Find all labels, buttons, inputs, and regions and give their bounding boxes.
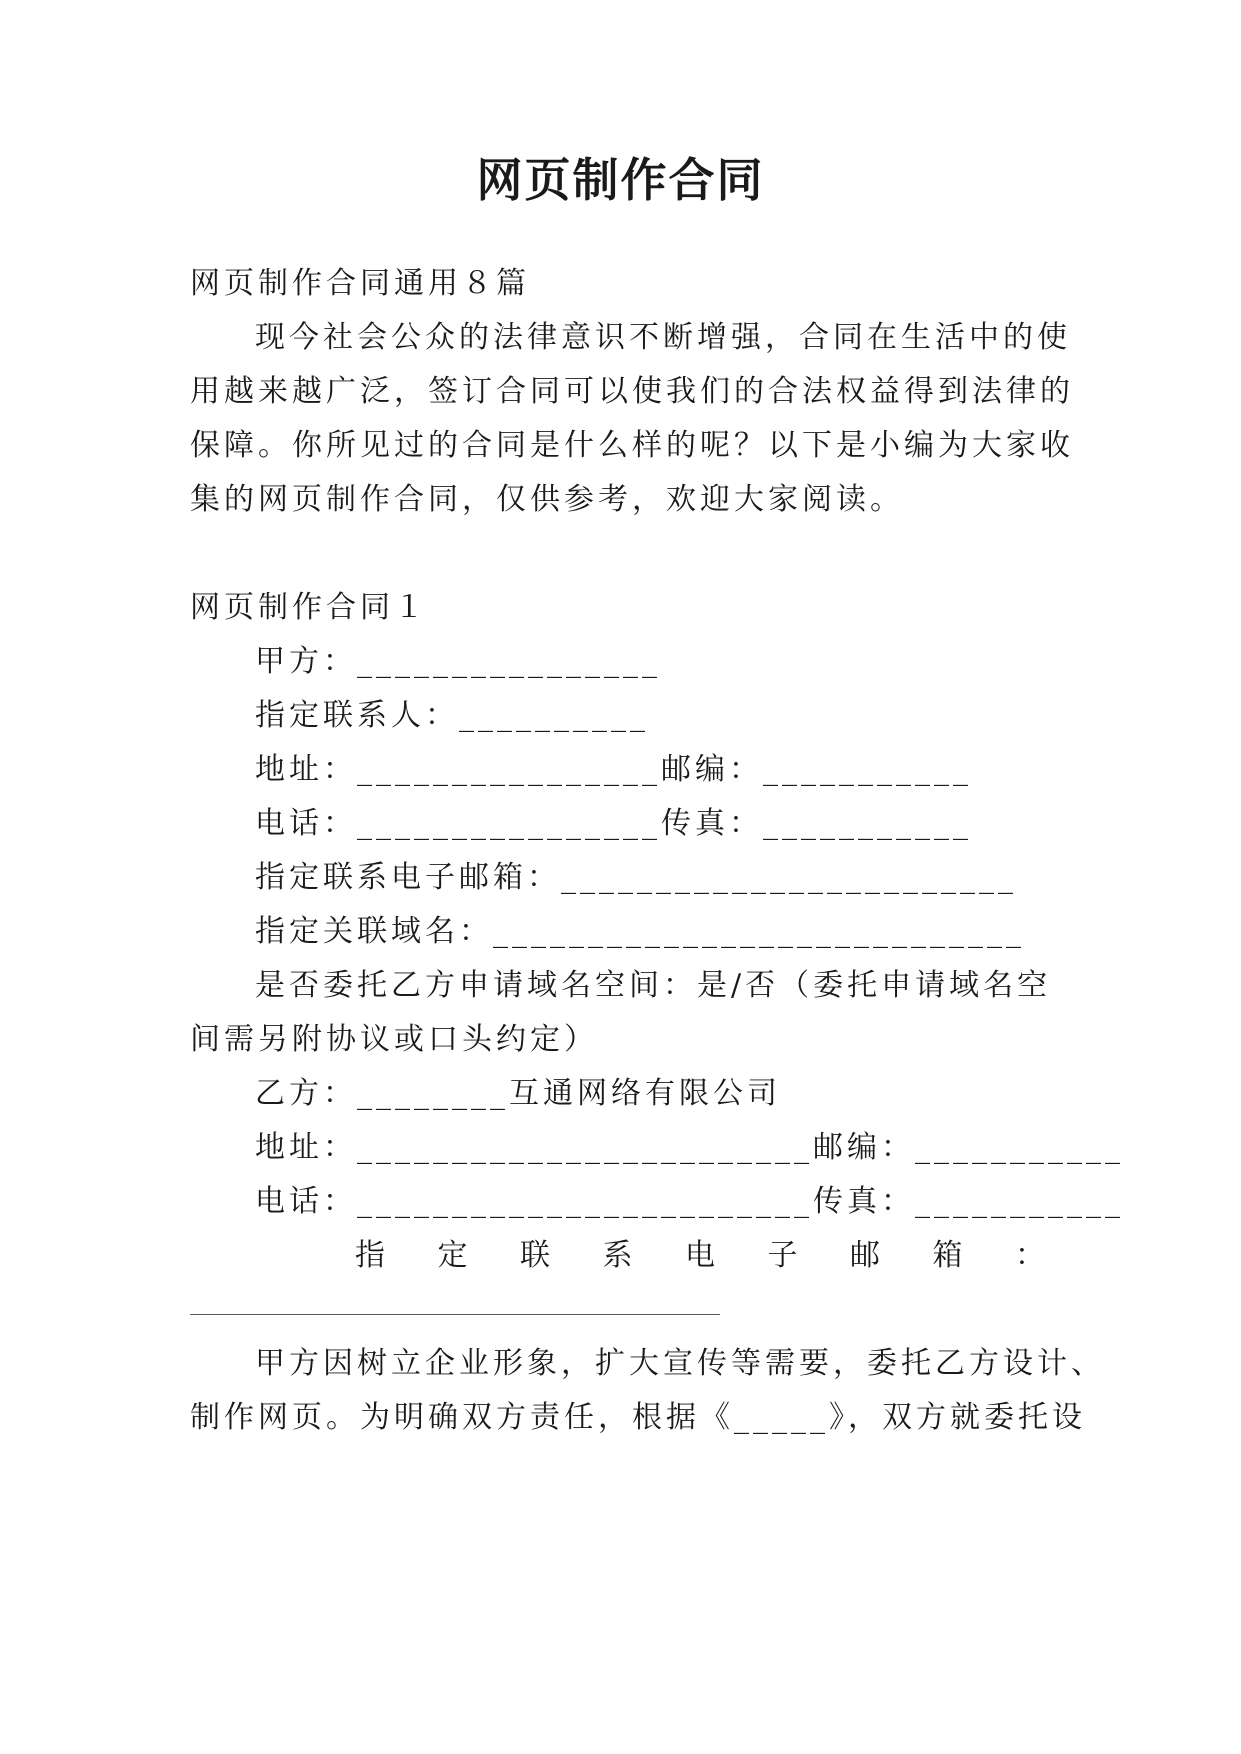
party-a-phone: 电话：________________传真：___________ — [255, 806, 972, 841]
party-a-address: 地址：________________邮编：___________ — [255, 752, 972, 787]
party-a-email: 指定联系电子邮箱：________________________ — [255, 860, 1017, 895]
email-char: 子 — [767, 1238, 798, 1273]
party-a-name: 甲方：________________ — [255, 644, 661, 679]
email-char: 系 — [602, 1238, 633, 1273]
email-char: 指 — [355, 1238, 385, 1273]
email-char: 定 — [437, 1238, 468, 1273]
intro-line-2: 用越来越广泛，签订合同可以使我们的合法权益得到法律的 — [190, 374, 1074, 409]
body-line-2: 制作网页。为明确双方责任，根据《_____》，双方就委托设 — [190, 1400, 1086, 1435]
party-a-domain: 指定关联域名：____________________________ — [255, 914, 1025, 949]
section-heading: 网页制作合同１ — [190, 590, 428, 625]
intro-line-4: 集的网页制作合同，仅供参考，欢迎大家阅读。 — [190, 482, 904, 517]
party-a-entrust-1: 是否委托乙方申请域名空间：是/否（委托申请域名空 — [255, 968, 1052, 1003]
document-title: 网页制作合同 — [476, 153, 765, 207]
party-b-email-label — [355, 1236, 1045, 1276]
intro-line-1: 现今社会公众的法律意识不断增强，合同在生活中的使 — [255, 320, 1071, 355]
party-b-name: 乙方：________互通网络有限公司 — [255, 1076, 781, 1111]
email-char: 邮 — [850, 1238, 880, 1273]
party-a-contact: 指定联系人：__________ — [255, 698, 649, 733]
party-b-address: 地址：________________________邮编：___________ — [255, 1130, 1124, 1165]
email-char: 箱 — [932, 1238, 963, 1273]
document-subtitle: 网页制作合同通用８篇 — [190, 266, 530, 301]
email-char: ： — [1015, 1238, 1045, 1273]
party-a-entrust-2: 间需另附协议或口头约定） — [190, 1022, 598, 1057]
email-blank-line — [190, 1314, 720, 1315]
party-b-phone: 电话：________________________传真：___________ — [255, 1184, 1124, 1219]
body-line-1: 甲方因树立企业形象，扩大宣传等需要，委托乙方设计、 — [255, 1346, 1105, 1381]
email-char: 联 — [520, 1238, 550, 1273]
intro-line-3: 保障。你所见过的合同是什么样的呢？以下是小编为大家收 — [190, 428, 1074, 463]
email-char: 电 — [685, 1238, 715, 1273]
